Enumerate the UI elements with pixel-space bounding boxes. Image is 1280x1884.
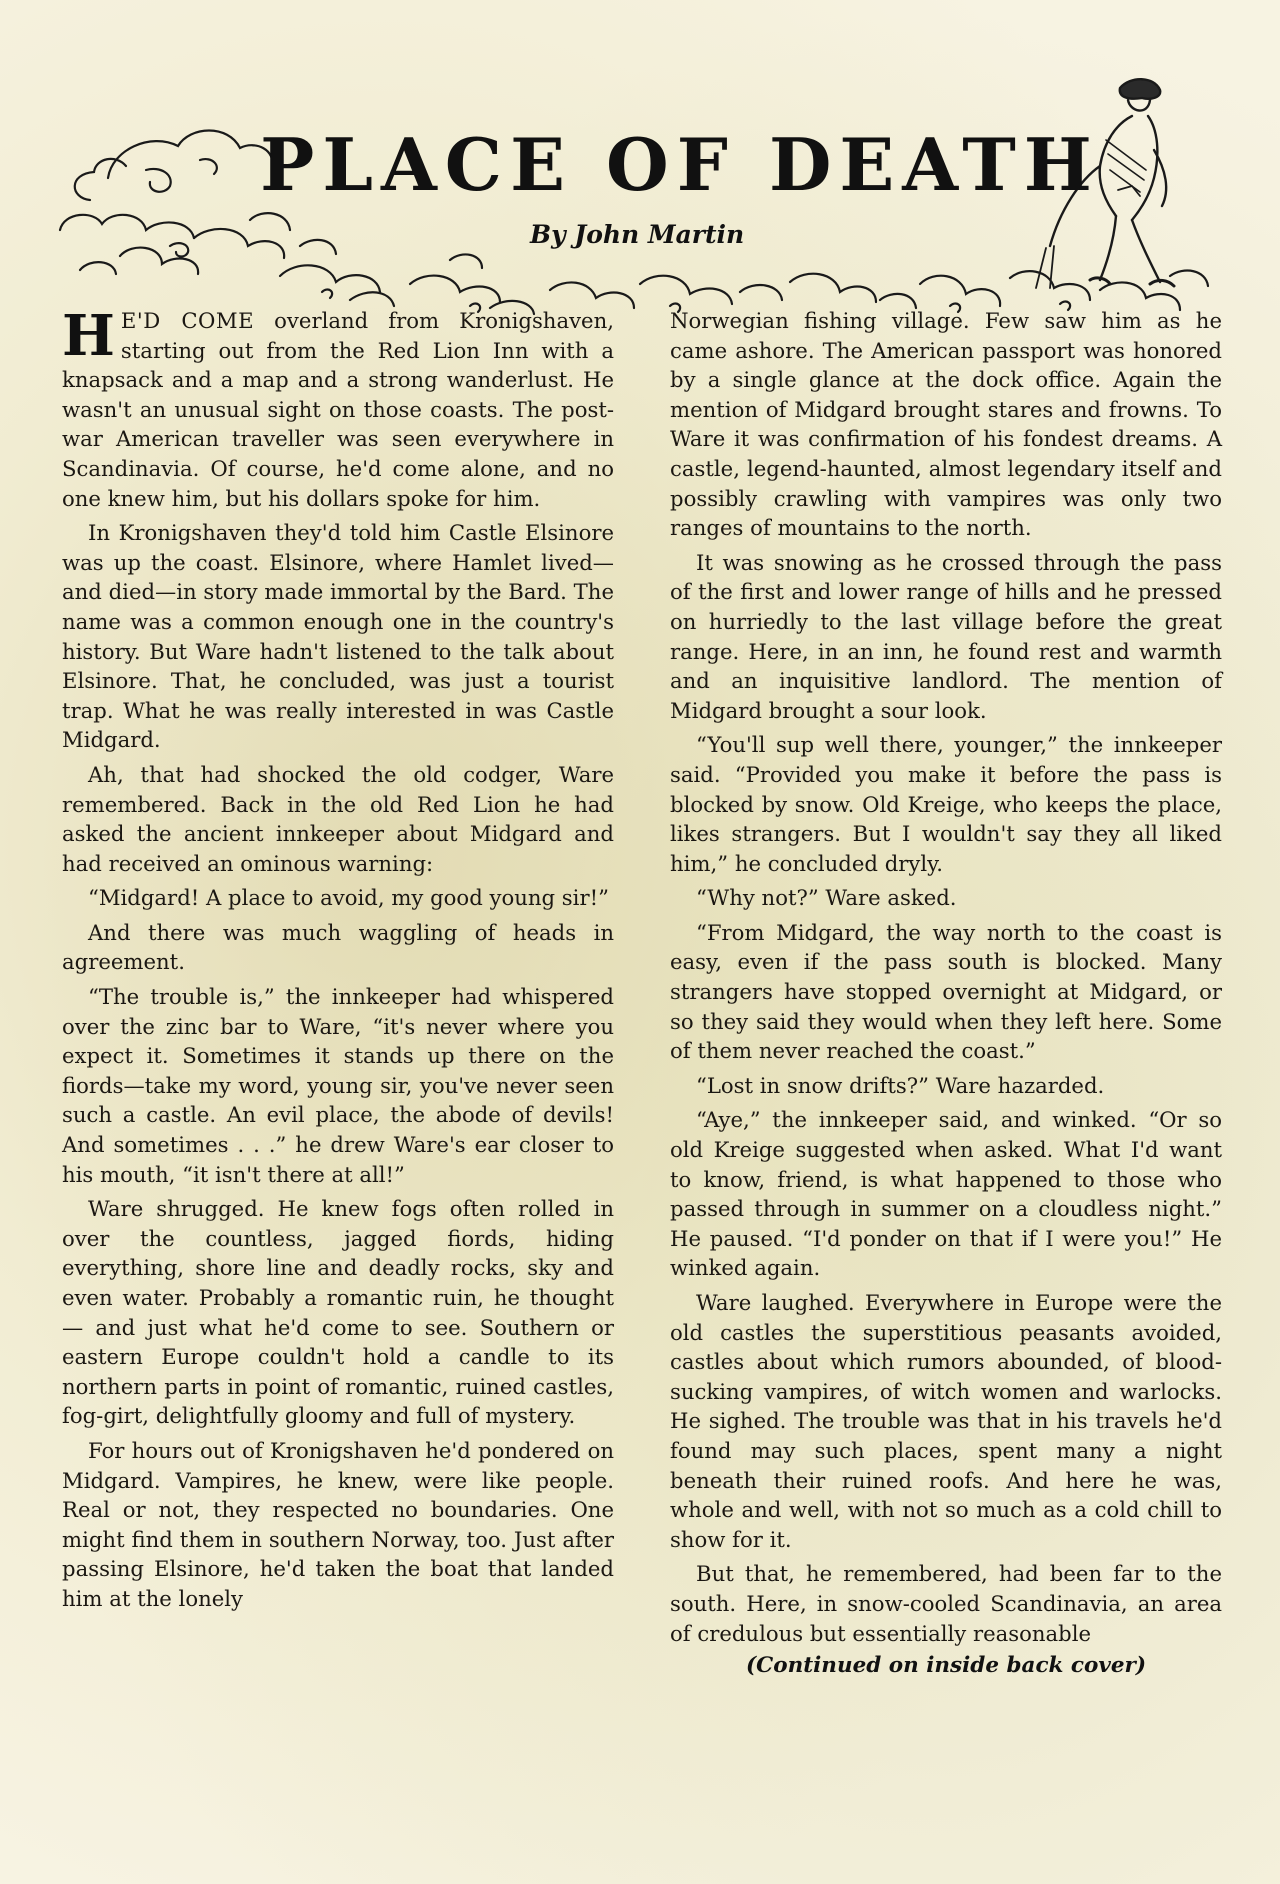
story-paragraph: It was snowing as he crossed through the pass of the first and lower range of hills and he pressed on hurriedly to the last village before the great range. Here, in an inn, he found rest and warmth and an inquisitive landlord. The mention of Midgard brought a sour look. [670,549,1222,723]
story-paragraph: For hours out of Kronigshaven he'd pondered on Midgard. Vampires, he knew, were like people. Real or not, they respected no boundaries. One might find them in southern Norway, too. Just after passing Elsinore, he'd taken the boat that landed him at the lonely [62,1437,614,1611]
story-paragraph: “Why not?” Ware asked. [696,885,957,911]
story-paragraph: “The trouble is,” the innkeeper had whispered over the zinc bar to Ware, “it's never where you expect it. Sometimes it stands up there on the fiords—take my word, young sir, you've never seen such a castle. An evil place, the abode of devils! And sometimes . . .” he drew Ware's ear closer to his mouth, “it isn't there at all!” [62,984,614,1187]
story-header [50,70,1230,320]
story-paragraph: And there was much waggling of heads in agreement. [62,919,614,975]
story-paragraph: “From Midgard, the way north to the coast is easy, even if the pass south is blocked. Many strangers have stopped overnight at Midgard, or so they said they would when they left here. Some of them never reached the coast.” [670,919,1222,1064]
story-paragraph: In Kronigshaven they'd told him Castle Elsinore was up the coast. Elsinore, where Hamlet lived—and died—in story made immortal by the Bard. The name was a common enough one in the country's history. But Ware hadn't listened to the talk about Elsinore. That, he concluded, was just a tourist trap. What he was really interested in was Castle Midgard. [62,520,614,753]
story-paragraph: “Midgard! A place to avoid, my good young sir!” [88,885,609,911]
lead-words: E'D COME [120,308,255,333]
story-paragraph: Norwegian fishing village. Few saw him as he came ashore. The American passport was honored by a single glance at the dock office. Again the mention of Midgard brought stares and frowns. To Ware it was confirmation of his fondest dreams. A castle, legend-haunted, almost legendary itself and possibly crawling with vampires was only two ranges of mountains to the north. [670,308,1222,541]
story-paragraph: Ware shrugged. He knew fogs often rolled in over the countless, jagged fiords, hiding everything, shore line and deadly rocks, sky and even water. Probably a romantic ruin, he thought — and just what he'd come to see. Southern or eastern Europe couldn't hold a candle to its northern parts in point of romantic, ruined castles, fog-girt, delightfully gloomy and full of mystery. [62,1196,614,1429]
story-paragraph: “Lost in snow drifts?” Ware hazarded. [696,1072,1105,1098]
continued-notice: (Continued on inside back cover) [745,1653,1147,1679]
author-byline: By John Martin [530,220,745,249]
story-column-right [670,306,1222,1678]
drop-cap: H [62,303,115,369]
page-title: PLACE OF DEATH [260,122,1100,207]
story-paragraph: Ah, that had shocked the old codger, Ware remembered. Back in the old Red Lion he had asked the ancient innkeeper about Midgard and had received an ominous warning: [62,761,614,876]
story-paragraph: H E'D COME overland from Kronigshaven, starting out from the Red Lion Inn with a knapsack and a map and a strong wanderlust. He wasn't an unusual sight on those coasts. The post-war American traveller was seen everywhere in Scandinavia. Of course, he'd come alone, and no one knew him, but his dollars spoke for him. [62,303,614,511]
story-paragraph: “Aye,” the innkeeper said, and winked. “Or so old Kreige suggested when asked. What I'd want to know, friend, is what happened to those who passed through in summer on a cloudless night.” He paused. “I'd ponder on that if I were you!” He winked again. [670,1107,1222,1281]
story-column-left [62,303,614,1619]
story-paragraph: “You'll sup well there, younger,” the innkeeper said. “Provided you make it before the pass is blocked by snow. Old Kreige, who keeps the place, likes strangers. But I wouldn't say they all liked him,” he concluded dryly. [670,732,1222,876]
story-paragraph: But that, he remembered, had been far to the south. Here, in snow-cooled Scandinavia, an area of credulous but essentially reasonable [670,1561,1222,1646]
story-paragraph: Ware laughed. Everywhere in Europe were the old castles the superstitious peasants avoided, castles about which rumors abounded, of blood-sucking vampires, of witch women and warlocks. He sighed. The trouble was that in his travels he'd found may such places, spent many a night beneath their ruined roofs. And here he was, whole and well, with not so much as a cold chill to show for it. [670,1290,1222,1552]
